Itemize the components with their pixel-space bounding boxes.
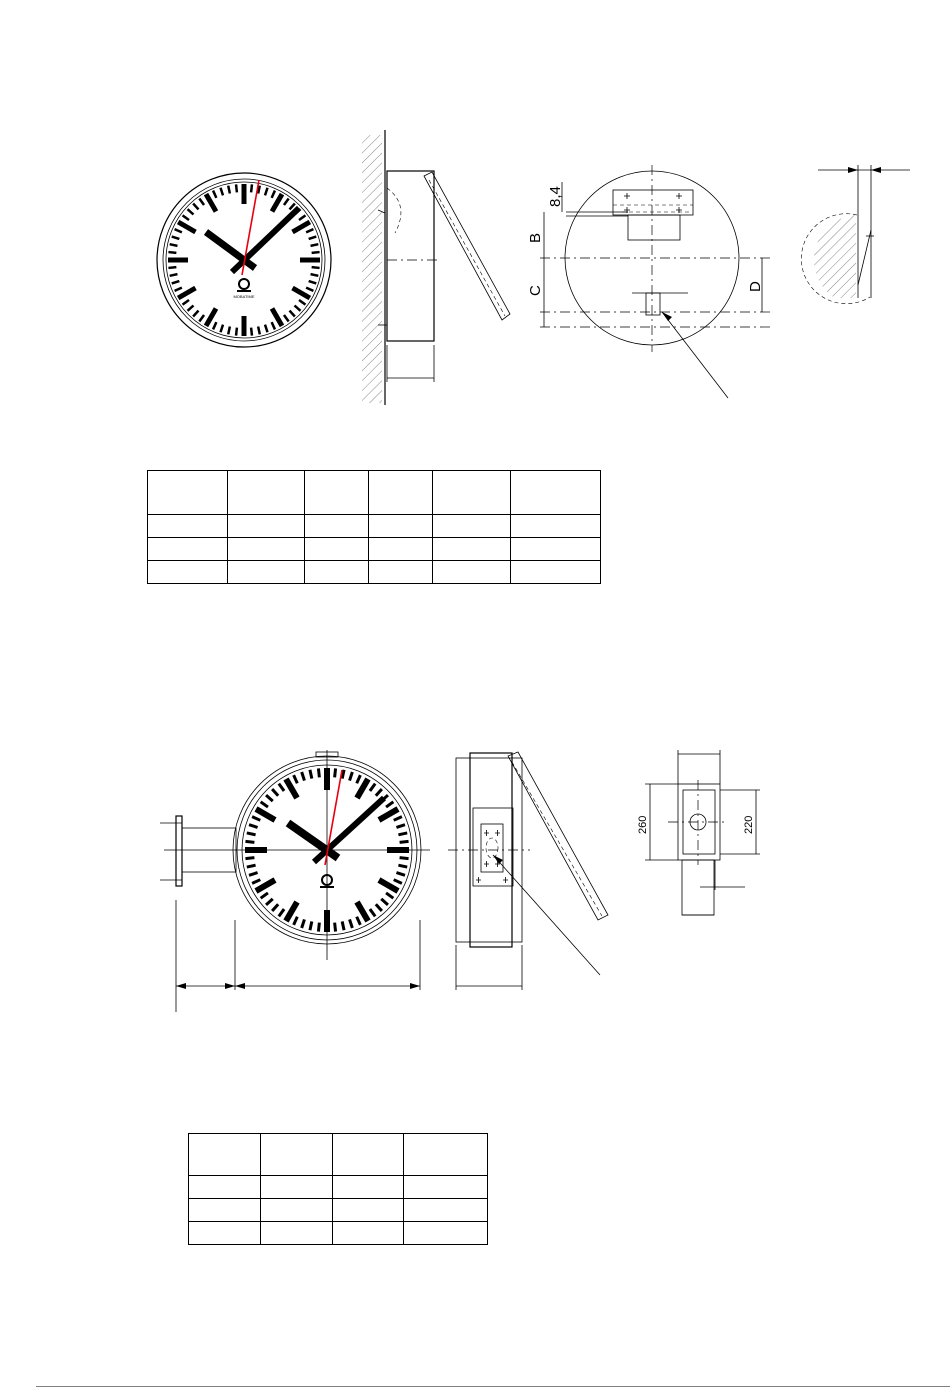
minute-tick bbox=[228, 327, 230, 335]
minute-tick bbox=[284, 199, 289, 205]
hour-hand bbox=[288, 823, 338, 858]
dimensions-table-top bbox=[147, 470, 601, 584]
dimension-label-220: 220 bbox=[743, 815, 755, 834]
minute-tick bbox=[199, 315, 204, 321]
logo-text: MOBATIME bbox=[233, 294, 255, 299]
minute-tick bbox=[294, 775, 298, 783]
minute-tick bbox=[309, 281, 317, 283]
minute-tick bbox=[183, 300, 189, 305]
minute-tick bbox=[249, 825, 258, 828]
minute-tick bbox=[376, 789, 382, 796]
clock-rear-view-top bbox=[527, 165, 770, 398]
detail-view-top bbox=[801, 165, 910, 304]
minute-tick bbox=[290, 204, 295, 210]
minute-tick bbox=[312, 252, 320, 253]
minute-tick bbox=[396, 873, 405, 876]
minute-tick bbox=[247, 833, 256, 835]
minute-tick bbox=[272, 789, 278, 796]
minute-tick bbox=[199, 199, 204, 205]
minute-tick bbox=[376, 904, 382, 911]
minute-tick bbox=[309, 237, 317, 239]
minute-tick bbox=[272, 191, 275, 198]
minute-tick bbox=[247, 865, 256, 867]
clock-side-view-top bbox=[362, 130, 510, 405]
hour-hand bbox=[206, 232, 255, 268]
minute-tick bbox=[279, 909, 284, 916]
minute-tick bbox=[279, 784, 284, 791]
minute-tick bbox=[183, 215, 189, 220]
minute-tick bbox=[294, 917, 298, 925]
minute-tick bbox=[272, 322, 275, 329]
mounting-plate-detail bbox=[637, 750, 760, 915]
minute-tick bbox=[302, 772, 305, 781]
minute-tick bbox=[310, 921, 312, 930]
clock-side-view-bottom bbox=[448, 752, 608, 990]
minute-tick bbox=[193, 204, 198, 210]
minute-tick bbox=[175, 229, 182, 232]
minute-tick bbox=[311, 244, 319, 246]
minute-tick bbox=[221, 188, 223, 196]
minute-tick bbox=[172, 237, 180, 239]
table-row bbox=[189, 1222, 488, 1245]
minute-tick bbox=[249, 873, 258, 876]
minute-tick bbox=[310, 770, 312, 779]
minute-tick bbox=[318, 923, 319, 932]
minute-tick bbox=[261, 802, 268, 807]
minute-tick bbox=[193, 311, 198, 317]
minute-tick bbox=[370, 784, 375, 791]
minute-tick bbox=[245, 858, 254, 859]
minute-tick bbox=[350, 772, 353, 781]
minute-tick bbox=[213, 322, 216, 329]
minute-tick bbox=[228, 186, 230, 194]
table-cell bbox=[404, 1134, 488, 1176]
minute-tick bbox=[386, 802, 393, 807]
minute-tick bbox=[236, 328, 237, 336]
minute-tick bbox=[306, 288, 313, 291]
minute-tick bbox=[312, 267, 320, 268]
minute-tick bbox=[311, 274, 319, 276]
minute-tick bbox=[335, 768, 336, 777]
footer-rule bbox=[36, 1386, 950, 1387]
minute-tick bbox=[398, 833, 407, 835]
minute-tick bbox=[175, 288, 182, 291]
minute-tick bbox=[213, 191, 216, 198]
minute-tick bbox=[306, 229, 313, 232]
minute-hand bbox=[314, 798, 384, 862]
table-cell bbox=[433, 471, 510, 515]
minute-tick bbox=[335, 923, 336, 932]
minute-tick bbox=[266, 795, 273, 801]
table-row bbox=[189, 1199, 488, 1222]
minute-tick bbox=[272, 904, 278, 911]
minute-tick bbox=[394, 817, 402, 821]
minute-tick bbox=[170, 244, 178, 246]
minute-tick bbox=[188, 209, 194, 214]
minute-tick bbox=[295, 306, 301, 311]
minute-tick bbox=[265, 325, 267, 333]
dimensions-table-bottom bbox=[188, 1133, 488, 1245]
dimension-label-260: 260 bbox=[637, 815, 649, 834]
minute-tick bbox=[245, 841, 254, 842]
dimension-label-d: D bbox=[747, 281, 764, 292]
table-cell bbox=[332, 1134, 404, 1176]
minute-tick bbox=[261, 893, 268, 898]
dimension-label-b: B bbox=[527, 232, 544, 243]
minute-tick bbox=[370, 909, 375, 916]
minute-tick bbox=[357, 775, 361, 783]
table-cell bbox=[304, 471, 368, 515]
minute-tick bbox=[252, 817, 260, 821]
table-cell bbox=[189, 1134, 261, 1176]
table-cell bbox=[228, 471, 304, 515]
clock-front-view-bottom bbox=[160, 750, 430, 1012]
minute-tick bbox=[258, 327, 260, 335]
minute-tick bbox=[188, 306, 194, 311]
minute-tick bbox=[318, 768, 319, 777]
table-row bbox=[148, 561, 601, 584]
table-row bbox=[189, 1176, 488, 1199]
minute-tick bbox=[381, 899, 388, 905]
minute-tick bbox=[284, 315, 289, 321]
minute-tick bbox=[251, 328, 252, 336]
minute-tick bbox=[265, 188, 267, 196]
minute-tick bbox=[400, 858, 409, 859]
minute-tick bbox=[386, 893, 393, 898]
minute-tick bbox=[400, 841, 409, 842]
minute-tick bbox=[251, 184, 252, 192]
minute-hand bbox=[232, 208, 299, 272]
dimension-label-c: C bbox=[527, 285, 544, 296]
table-cell bbox=[510, 471, 600, 515]
minute-tick bbox=[168, 252, 176, 253]
minute-tick bbox=[302, 919, 305, 928]
table-cell bbox=[369, 471, 433, 515]
dimension-label-8-4: 8,4 bbox=[547, 186, 564, 207]
minute-tick bbox=[357, 917, 361, 925]
minute-tick bbox=[299, 300, 305, 305]
minute-tick bbox=[170, 274, 178, 276]
logo-icon bbox=[233, 279, 254, 299]
minute-tick bbox=[299, 215, 305, 220]
table-row bbox=[148, 515, 601, 538]
minute-tick bbox=[350, 919, 353, 928]
table-row bbox=[148, 538, 601, 561]
minute-tick bbox=[290, 311, 295, 317]
minute-tick bbox=[168, 267, 176, 268]
minute-tick bbox=[396, 825, 405, 828]
table-cell bbox=[148, 471, 228, 515]
minute-tick bbox=[221, 325, 223, 333]
table-cell bbox=[260, 1134, 332, 1176]
minute-tick bbox=[236, 184, 237, 192]
minute-tick bbox=[394, 880, 402, 884]
clock-front-view-top bbox=[157, 173, 331, 347]
minute-tick bbox=[398, 865, 407, 867]
minute-tick bbox=[172, 281, 180, 283]
minute-tick bbox=[342, 921, 344, 930]
minute-tick bbox=[252, 880, 260, 884]
minute-tick bbox=[266, 899, 273, 905]
